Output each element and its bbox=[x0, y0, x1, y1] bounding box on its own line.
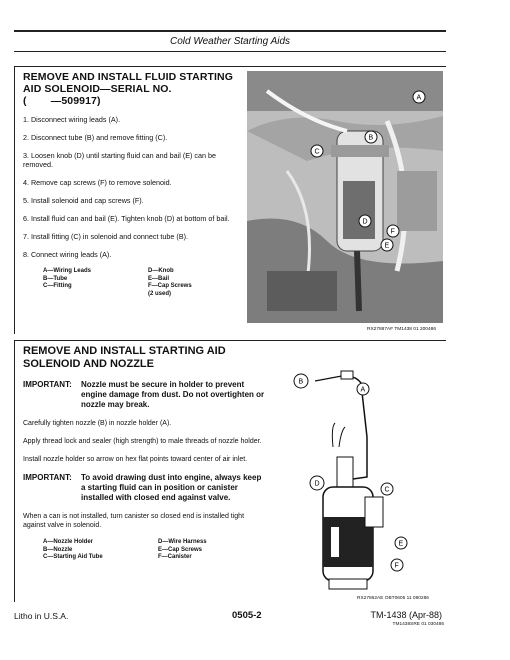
step-5: 5. Install solenoid and cap screws (F). bbox=[23, 196, 144, 205]
section2-text bbox=[23, 341, 265, 562]
legend-item: C—Fitting bbox=[43, 283, 72, 289]
legend-item: E—Cap Screws bbox=[158, 546, 203, 553]
illus-credit: RX27862AE OBT0605 11 080286 bbox=[357, 596, 429, 601]
page-header bbox=[14, 30, 446, 52]
legend-item: A—Wiring Leads bbox=[43, 268, 91, 274]
section1-text bbox=[23, 67, 241, 298]
section1-title-line1: REMOVE AND INSTALL FLUID STARTING bbox=[23, 71, 233, 83]
section2-title-line2: SOLENOID AND NOZZLE bbox=[23, 357, 154, 370]
callout-label: E bbox=[384, 242, 390, 250]
section2-legend bbox=[43, 539, 265, 562]
paragraph-4: When a can is not installed, turn canister so closed end is installed tight against valve in solenoid. bbox=[23, 513, 245, 529]
legend-item: A—Nozzle Holder bbox=[43, 539, 94, 545]
important-text: To avoid drawing dust into engine, always keep a starting fluid can in position or canister installed with closed end against valve. bbox=[81, 473, 262, 502]
solenoid-nozzle-illustration bbox=[275, 347, 443, 601]
step-4: 4. Remove cap screws (F) to remove solenoid. bbox=[23, 178, 172, 187]
paragraph-3: Install nozzle holder so arrow on hex flat points toward center of air inlet. bbox=[23, 456, 248, 463]
important-note-2 bbox=[23, 473, 265, 503]
step-6: 6. Install fluid can and bail (E). Tighten knob (D) at bottom of bail. bbox=[23, 214, 230, 223]
important-note-1 bbox=[23, 380, 265, 410]
photo-credit: RX27887AF TM1438 01 200486 bbox=[367, 327, 436, 332]
important-label: IMPORTANT: bbox=[23, 380, 72, 389]
callout-label: F bbox=[394, 562, 399, 570]
callout-label: A bbox=[416, 94, 422, 102]
footer-manual-id: TM-1438 (Apr-88) bbox=[370, 610, 442, 620]
step-1: 1. Disconnect wiring leads (A). bbox=[23, 115, 121, 124]
legend-item: F—Cap Screws bbox=[148, 283, 192, 289]
footer-litho: Litho in U.S.A. bbox=[14, 611, 69, 621]
section2-title bbox=[23, 345, 265, 370]
callout-label: C bbox=[314, 148, 320, 156]
callout-label: D bbox=[314, 480, 320, 488]
step-3: 3. Loosen knob (D) until starting fluid can and bail (E) can be removed. bbox=[23, 151, 216, 169]
legend-item: D—Knob bbox=[148, 268, 174, 274]
step-2: 2. Disconnect tube (B) and remove fitting (C). bbox=[23, 133, 168, 142]
callout-label: E bbox=[398, 540, 404, 548]
important-text: Nozzle must be secure in holder to prevent engine damage from dust. Do not overtighten or nozzle may break. bbox=[81, 380, 265, 409]
paragraph-2: Apply thread lock and sealer (high strength) to male threads of nozzle holder. bbox=[23, 438, 262, 445]
footer-page-number: 0505-2 bbox=[232, 610, 262, 621]
legend-item bbox=[43, 291, 148, 299]
paragraph-1: Carefully tighten nozzle (B) in nozzle holder (A). bbox=[23, 420, 172, 427]
legend-item: (2 used) bbox=[148, 290, 172, 297]
footer-code: TM1438SRE 01 030486 bbox=[392, 622, 444, 627]
legend-item: D—Wire Harness bbox=[158, 539, 207, 545]
legend-item: B—Nozzle bbox=[43, 546, 73, 553]
section-remove-install-solenoid-nozzle bbox=[14, 340, 446, 602]
solenoid-photo bbox=[247, 71, 443, 333]
step-8: 8. Connect wiring leads (A). bbox=[23, 250, 112, 259]
legend-item: E—Bail bbox=[148, 275, 170, 282]
callout-label: D bbox=[362, 218, 368, 226]
section1-title-line3: ( —509917) bbox=[23, 95, 101, 107]
callout-label: B bbox=[298, 378, 304, 386]
callout-label: B bbox=[368, 134, 374, 142]
section1-title-line2: AID SOLENOID—SERIAL NO. bbox=[23, 83, 172, 95]
page-header-title: Cold Weather Starting Aids bbox=[169, 36, 291, 47]
section1-legend bbox=[43, 268, 241, 298]
section-remove-install-fluid-solenoid bbox=[14, 66, 446, 334]
legend-item: C—Starting Aid Tube bbox=[43, 554, 103, 560]
step-7: 7. Install fitting (C) in solenoid and connect tube (B). bbox=[23, 232, 189, 241]
legend-item: F—Canister bbox=[158, 554, 192, 560]
legend-item: B—Tube bbox=[43, 275, 68, 282]
callout-label: F bbox=[390, 228, 395, 236]
callout-label: A bbox=[360, 386, 366, 394]
section1-title bbox=[23, 71, 241, 107]
section2-title-line1: REMOVE AND INSTALL STARTING AID bbox=[23, 345, 226, 357]
important-label: IMPORTANT: bbox=[23, 473, 72, 482]
callout-label: C bbox=[384, 486, 390, 494]
